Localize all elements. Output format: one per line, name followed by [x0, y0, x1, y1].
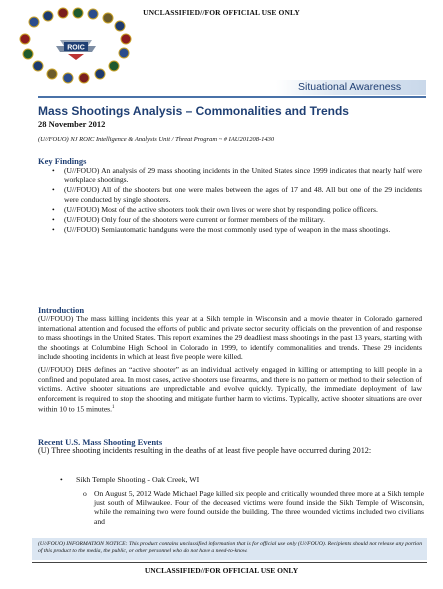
- situational-awareness-banner: Situational Awareness: [298, 81, 402, 93]
- report-date: 28 November 2012: [38, 119, 106, 129]
- list-item: • (U//FOUO) Only four of the shooters were current or former members of the military.: [52, 215, 325, 225]
- roic-logo: [8, 6, 138, 86]
- bullet-icon: •: [52, 166, 55, 175]
- bullet-icon: •: [52, 225, 55, 235]
- list-item: • (U//FOUO) All of the shooters but one were males between the ages of 17 and 48. All but one of the 29 incidents were conducted by single shooters.: [52, 185, 422, 204]
- list-item: • (U//FOUO) Semiautomatic handguns were the most commonly used type of weapon in the mass shootings.: [52, 225, 391, 235]
- page-title: Mass Shootings Analysis – Commonalities and Trends: [38, 104, 349, 118]
- introduction-heading: Introduction: [38, 305, 85, 315]
- information-notice: (U//FOUO) INFORMATION NOTICE: This product contains unclassified information that is for official use only (U//FOUO). Recipients should not release any portion of this product to the media, the public, or other personnel who do not have a need-to-know.: [38, 541, 423, 555]
- bullet-icon: •: [52, 215, 55, 225]
- key-findings-list: [52, 166, 422, 235]
- classification-banner-bottom: UNCLASSIFIED//FOR OFFICIAL USE ONLY: [144, 566, 299, 575]
- introduction-paragraph-2: (U//FOUO) DHS defines an “active shooter” as an individual actively engaged in killing or attempting to kill people in a confined and populated area. In most cases, active shooters use firearms, and there is no pattern or method to their selection of victims. Active shooter situations are unpredictable and evolve quickly. Typically, the immediate deployment of law enforcement is required to stop the shooting and mitigate further harm to victims. Typically, active shooter situations are over within 10 to 15 minutes.$^1$: [38, 365, 422, 414]
- bullet-icon: •: [52, 185, 55, 195]
- list-item: • (U//FOUO) An analysis of 29 mass shooting incidents in the United States since 1999 indicates that nearly half were workplace shootings.: [52, 166, 422, 185]
- event-item: • Sikh Temple Shooting - Oak Creek, WI: [60, 475, 200, 484]
- footer-divider: [32, 562, 427, 563]
- classification-banner-top: UNCLASSIFIED//FOR OFFICIAL USE ONLY: [143, 8, 300, 17]
- key-findings-heading: Key Findings: [38, 156, 87, 166]
- roic-emblem: [56, 40, 96, 60]
- introduction-paragraph-1: (U//FOUO) The mass killing incidents this year at a Sikh temple in Wisconsin and a movie theater in Colorado garnered international attention and focused the efforts of public and private sector security officials on the prevention of and response to mass shootings in the United States. This report examines the 29 deadliest mass shootings in the past 13 years, starting with the shootings at Columbine High School in Colorado in 1999, to identify commonalities and trends. These 29 incidents include shooting incidents in which at least five people were killed.: [38, 314, 422, 361]
- sub-bullet-icon: o: [83, 489, 87, 498]
- event-detail: o On August 5, 2012 Wade Michael Page killed six people and critically wounded three more at a Sikh temple just south of Milwaukee. Four of the deceased victims were found inside the Sikh Temple of Wisconsin, while the remaining two were found outside the building. The three wounded victims included two civilians and: [83, 489, 424, 526]
- report-meta: (U//FOUO) NJ ROIC Intelligence & Analysis Unit / Threat Program ~ # IAU201208-1430: [38, 136, 275, 143]
- bullet-icon: •: [52, 204, 55, 214]
- footnote-marker: 1: [112, 405, 115, 410]
- svg-text:ROIC: ROIC: [67, 44, 85, 52]
- recent-events-paragraph: (U) Three shooting incidents resulting in the deaths of at least five people have occurred during 2012:: [38, 446, 372, 455]
- header-divider: [38, 96, 426, 98]
- list-item: • (U//FOUO) Most of the active shooters took their own lives or were shot by responding police officers.: [52, 204, 378, 214]
- bullet-icon: •: [60, 475, 63, 484]
- recent-events-heading: Recent U.S. Mass Shooting Events: [38, 437, 163, 447]
